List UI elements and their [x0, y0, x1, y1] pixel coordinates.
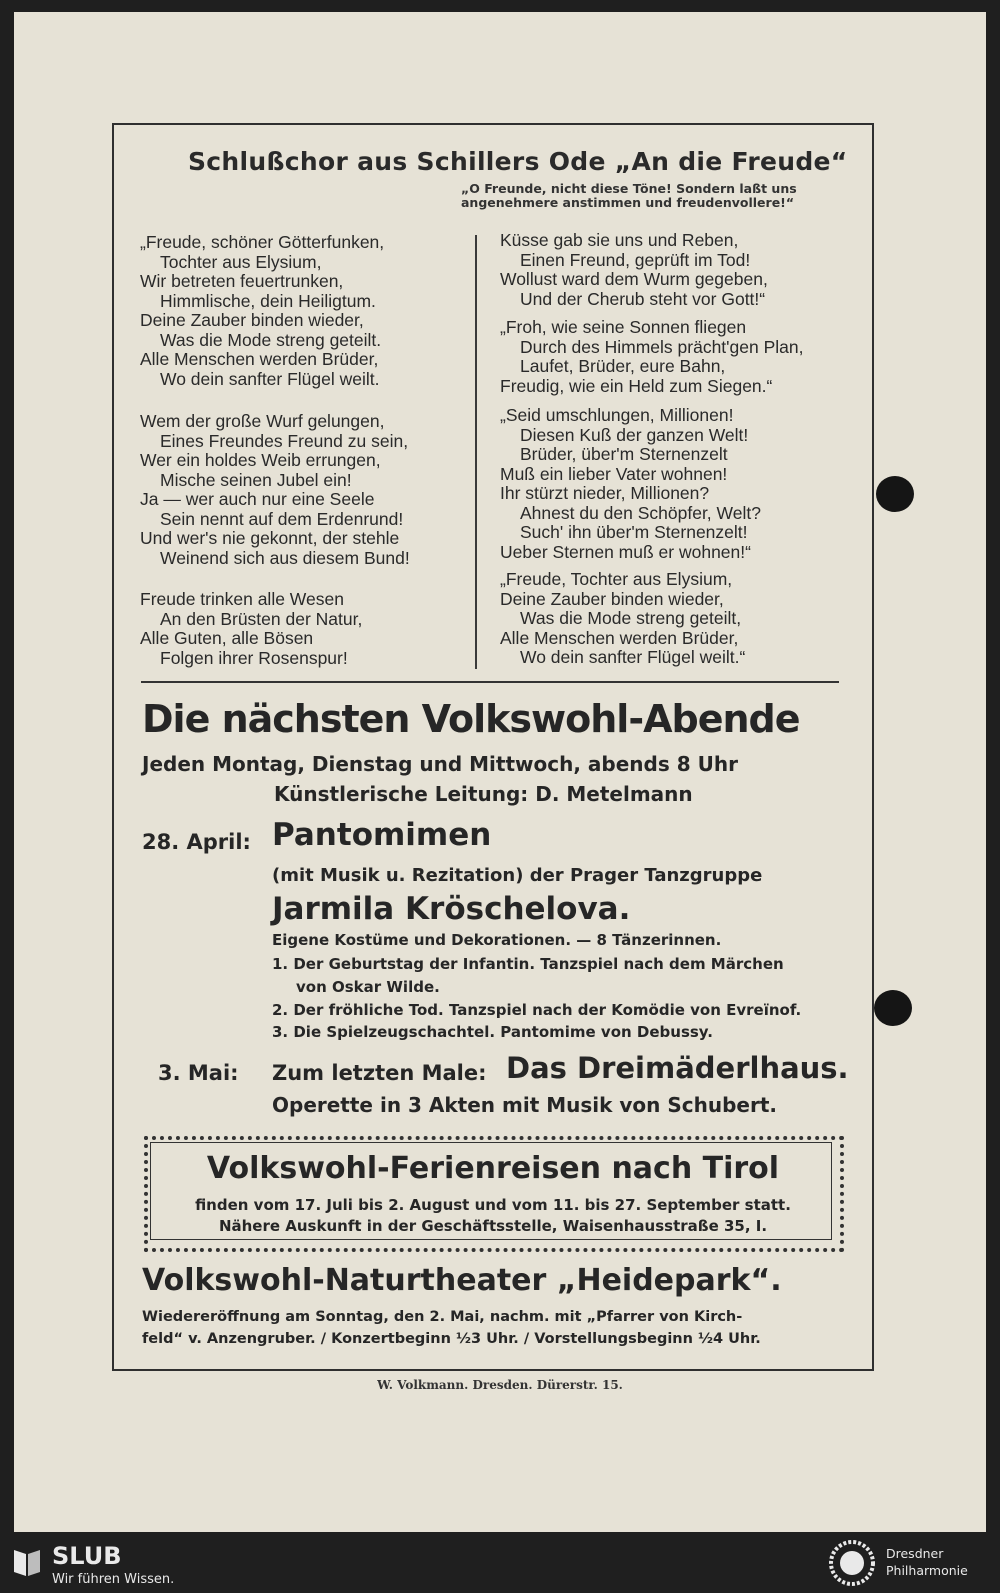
poem-line: Brüder, über'm Sternenzelt — [520, 444, 728, 464]
poem-line: Deine Zauber binden wieder, — [500, 588, 724, 609]
program-heading: Die nächsten Volkswohl-Abende — [142, 697, 800, 741]
poem-line: Ahnest du den Schöpfer, Welt? — [520, 502, 761, 523]
poem-stanza — [140, 590, 362, 668]
poem-line: Folgen ihrer Rosenspur! — [160, 647, 348, 668]
theater-line: feld“ v. Anzengruber. / Konzertbeginn ½3 Uhr. / Vorstellungsbeginn ½4 Uhr. — [142, 1331, 761, 1347]
poem-motto — [461, 182, 797, 210]
poem-stanza — [140, 412, 410, 568]
book-icon — [12, 1546, 42, 1578]
punch-hole — [876, 476, 914, 512]
program-direction: Künstlerische Leitung: D. Metelmann — [274, 782, 693, 806]
partner-name[interactable]: Philharmonie — [886, 1563, 968, 1578]
event1-date: 28. April: — [142, 830, 251, 854]
poem-line: Wo dein sanfter Flügel weilt.“ — [520, 647, 746, 667]
poem-line: Wem der große Wurf gelungen, — [140, 411, 385, 431]
poem-line: Wo dein sanfter Flügel weilt. — [160, 368, 380, 389]
column-divider — [475, 235, 477, 669]
program-item: von Oskar Wilde. — [296, 978, 440, 996]
poem-line: Tochter aus Elysium, — [160, 251, 322, 272]
poem-line: Und der Cherub steht vor Gott!“ — [520, 288, 766, 309]
poem-line: Küsse gab sie uns und Reben, — [500, 230, 739, 250]
poem-line: Such' ihn über'm Sternenzelt! — [520, 522, 748, 542]
poem-line: Einen Freund, geprüft im Tod! — [520, 249, 751, 270]
poem-line: Was die Mode streng geteilt, — [520, 608, 742, 628]
poem-line: Ihr stürzt nieder, Millionen? — [500, 483, 710, 503]
poem-stanza — [500, 406, 761, 562]
poem-line: „Froh, wie seine Sonnen fliegen — [500, 317, 747, 337]
poem-stanza — [500, 318, 803, 396]
theater-line: Wiedereröffnung am Sonntag, den 2. Mai, nachm. mit „Pfarrer von Kirch- — [142, 1309, 743, 1325]
poem-stanza — [140, 233, 384, 389]
travel-line: Nähere Auskunft in der Geschäftsstelle, Waisenhausstraße 35, I. — [218, 1217, 768, 1235]
poem-line: Muß ein lieber Vater wohnen! — [500, 463, 728, 484]
poem-title: Schlußchor aus Schillers Ode „An die Freude“ — [188, 147, 848, 176]
poem-line: An den Brüsten der Natur, — [160, 608, 363, 629]
poem-stanza — [500, 570, 745, 668]
poem-line: Sein nennt auf dem Erdenrund! — [160, 508, 404, 529]
theater-title: Volkswohl-Naturtheater „Heidepark“. — [142, 1263, 782, 1298]
poem-line: Alle Menschen werden Brüder, — [140, 349, 379, 369]
content-frame — [112, 123, 874, 1371]
program-item: 3. Die Spielzeugschachtel. Pantomime von Debussy. — [272, 1023, 713, 1041]
poem-line: Wollust ward dem Wurm gegeben, — [500, 269, 768, 289]
partner-name[interactable]: Dresdner — [886, 1546, 944, 1561]
poem-line: Himmlische, dein Heiligtum. — [160, 290, 376, 311]
poem-line: Was die Mode streng geteilt. — [160, 329, 382, 350]
motto-line: „O Freunde, nicht diese Töne! Sondern laßt uns — [461, 181, 797, 196]
poem-line: Freude trinken alle Wesen — [140, 589, 344, 609]
poem-line: Laufet, Brüder, eure Bahn, — [520, 356, 726, 376]
poem-line: „Freude, Tochter aus Elysium, — [500, 569, 733, 589]
event1-title: Pantomimen — [272, 817, 492, 853]
poem-line: Deine Zauber binden wieder, — [140, 310, 364, 330]
poem-line: „Seid umschlungen, Millionen! — [500, 405, 734, 425]
poem-line: Alle Guten, alle Bösen — [140, 628, 314, 648]
poem-line: Weinend sich aus diesem Bund! — [160, 547, 410, 568]
event1-subtitle: (mit Musik u. Rezitation) der Prager Tanzgruppe — [272, 865, 763, 886]
punch-hole — [874, 990, 912, 1026]
poem-line: Wer ein holdes Weib errungen, — [140, 450, 381, 470]
poem-stanza — [500, 231, 768, 309]
travel-line: finden vom 17. Juli bis 2. August und vom 11. bis 27. September statt. — [195, 1196, 791, 1214]
poem-line: Ja — wer auch nur eine Seele — [140, 489, 375, 509]
program-schedule: Jeden Montag, Dienstag und Mittwoch, abends 8 Uhr — [142, 752, 738, 776]
poem-line: Alle Menschen werden Brüder, — [500, 627, 739, 648]
program-item: 1. Der Geburtstag der Infantin. Tanzspiel nach dem Märchen — [272, 955, 784, 973]
program-item: 2. Der fröhliche Tod. Tanzspiel nach der Komödie von Evreïnof. — [272, 1001, 802, 1019]
poem-line: Durch des Himmels prächt'gen Plan, — [520, 336, 804, 357]
printer-imprint: W. Volkmann. Dresden. Dürerstr. 15. — [377, 1378, 623, 1392]
event2-subtitle: Operette in 3 Akten mit Musik von Schubert. — [272, 1093, 777, 1117]
motto-line: angenehmere anstimmen und freudenvollere!“ — [461, 195, 795, 210]
travel-title: Volkswohl-Ferienreisen nach Tirol — [206, 1151, 780, 1186]
poem-line: Wir betreten feuertrunken, — [140, 271, 344, 291]
event2-date: 3. Mai: — [158, 1061, 239, 1085]
poem-line: Eines Freundes Freund zu sein, — [160, 430, 409, 451]
event1-note: Eigene Kostüme und Dekorationen. — 8 Tänzerinnen. — [272, 931, 722, 949]
poem-line: Und wer's nie gekonnt, der stehle — [140, 528, 400, 548]
event1-artist: Jarmila Kröschelova. — [272, 891, 631, 927]
slub-tagline: Wir führen Wissen. — [52, 1572, 175, 1587]
slub-logo-text[interactable]: SLUB — [52, 1542, 122, 1570]
philharmonie-logo-icon — [828, 1539, 876, 1587]
event2-title: Das Dreimäderlhaus. — [506, 1051, 849, 1085]
document-page — [14, 12, 986, 1532]
event2-prefix: Zum letzten Male: — [272, 1061, 487, 1085]
poem-line: Diesen Kuß der ganzen Welt! — [520, 424, 749, 445]
poem-line: „Freude, schöner Götterfunken, — [140, 232, 385, 252]
poem-line: Freudig, wie ein Held zum Siegen.“ — [500, 375, 773, 396]
section-divider — [141, 681, 839, 683]
poem-line: Mische seinen Jubel ein! — [160, 469, 352, 490]
poem-line: Ueber Sternen muß er wohnen!“ — [500, 541, 751, 562]
footer-bar — [0, 1532, 1000, 1593]
